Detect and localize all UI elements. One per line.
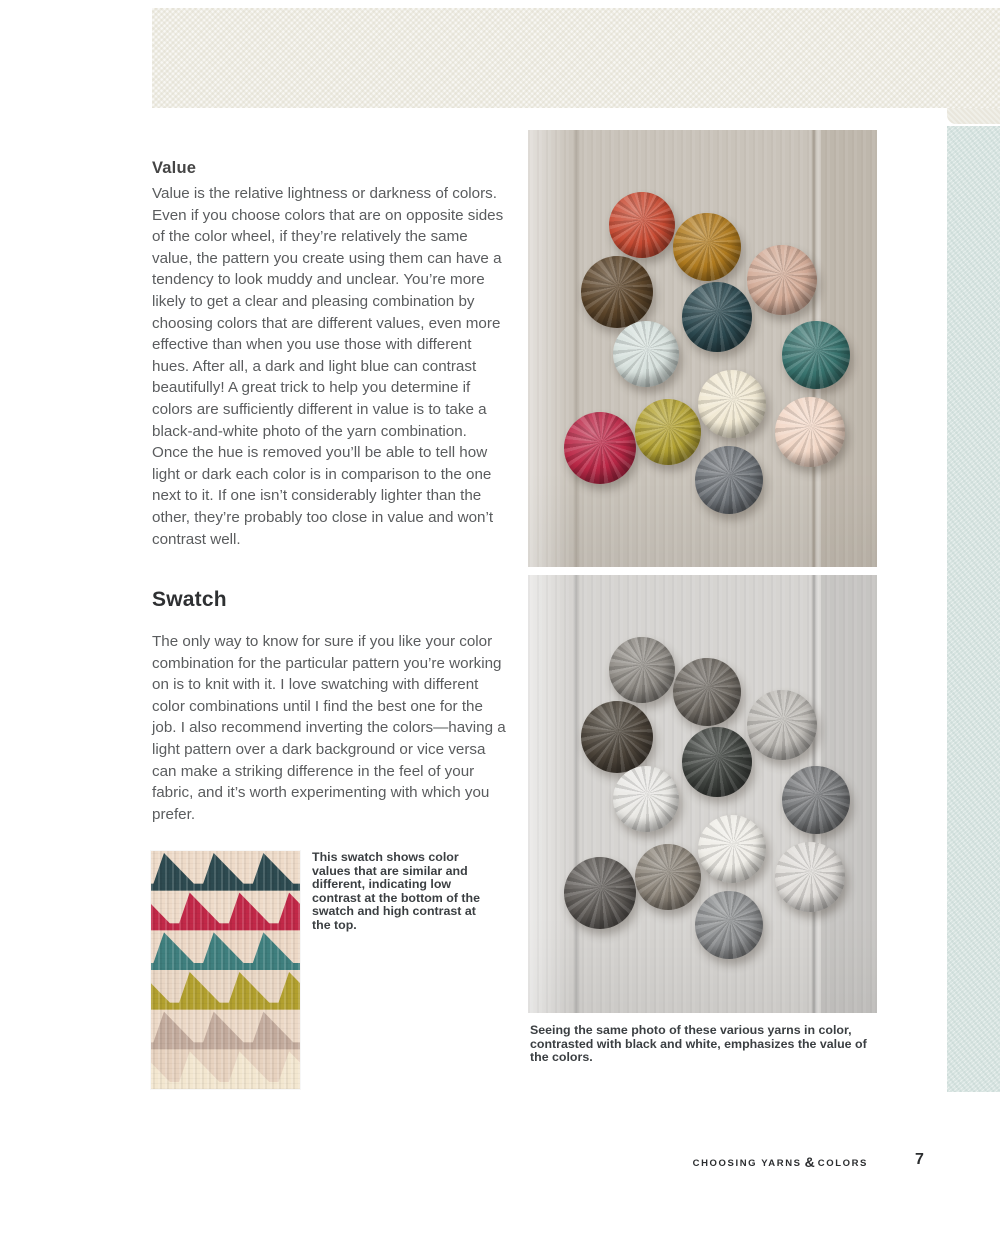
yarn-ball-gray <box>695 446 763 514</box>
yarn-ball-dark-teal <box>682 727 752 797</box>
yarn-ball-teal <box>782 766 850 834</box>
yarn-ball-teal <box>782 321 850 389</box>
yarn-ball-blush <box>747 690 817 760</box>
yarn-balls-bw-photo <box>528 575 877 1013</box>
running-footer <box>693 1155 868 1171</box>
yarn-ball-brown <box>581 701 653 773</box>
yarn-ball-pale-pink <box>775 397 845 467</box>
swatch-caption: This swatch shows color values that are similar and different, indicating low contrast at the bottom of the swatch and high contrast at the top. <box>312 850 480 932</box>
yarn-ball-cream <box>698 815 766 883</box>
yarn-balls-color-photo <box>528 130 877 567</box>
yarn-ball-chartreuse <box>635 399 701 465</box>
yarn-ball-crimson <box>564 412 636 484</box>
swatch-paragraph: The only way to know for sure if you like your color combination for the particular pattern you’re working on is to knit with it. I love swatching with different color combinations until I find the best one for the job. I also recommend inverting the colors—having a light pattern over a dark background or vice versa can make a striking difference in the feel of your fabric, and it’s worth experimenting with which you prefer. <box>152 633 506 823</box>
footer-ampersand: & <box>804 1154 815 1170</box>
yarn-ball-mustard <box>673 658 741 726</box>
yarn-ball-crimson <box>564 857 636 929</box>
yarn-ball-brown <box>581 256 653 328</box>
footer-title-right: COLORS <box>817 1157 868 1169</box>
yarn-ball-ice-blue <box>613 321 679 387</box>
yarn-ball-ice-blue <box>613 766 679 832</box>
yarn-ball-pale-pink <box>775 842 845 912</box>
knit-swatch-image <box>151 851 300 1089</box>
header-fabric-band-tab <box>947 108 1000 124</box>
yarn-ball-dark-teal <box>682 282 752 352</box>
yarn-ball-chartreuse <box>635 844 701 910</box>
yarn-ball-red-orange <box>609 637 675 703</box>
right-fabric-strip <box>947 126 1000 1092</box>
yarn-ball-gray <box>695 891 763 959</box>
photo-caption: Seeing the same photo of these various yarns in color, contrasted with black and white, emphasizes the value of the colors. <box>530 1023 867 1065</box>
yarn-ball-mustard <box>673 213 741 281</box>
swatch-heading: Swatch <box>152 588 227 611</box>
yarn-ball-red-orange <box>609 192 675 258</box>
knit-swatch-pattern <box>151 851 300 1089</box>
value-paragraph: Value is the relative lightness or darkness of colors. Even if you choose colors that are on opposite sides of the color wheel, if they’re relatively the same value, the pattern you create using them can have a tendency to look muddy and unclear. You’re more likely to get a clear and pleasing combination by choosing colors that are different values, even more effective than when you use those with different hues. After all, a dark and light blue can contrast beautifully! A great trick to help you determine if colors are sufficiently different in value is to take a black-and-white photo of the yarn combination. Once the hue is removed you’ll be able to tell how light or dark each color is in comparison to the one next to it. If one isn’t considerably lighter than the other, they’re probably too close in value and won’t contrast well. <box>152 185 504 548</box>
page-number: 7 <box>915 1151 924 1168</box>
footer-title-left: CHOOSING YARNS <box>692 1157 802 1169</box>
yarn-ball-blush <box>747 245 817 315</box>
header-fabric-band <box>152 8 1000 108</box>
yarn-ball-cream <box>698 370 766 438</box>
value-heading: Value <box>152 159 197 177</box>
